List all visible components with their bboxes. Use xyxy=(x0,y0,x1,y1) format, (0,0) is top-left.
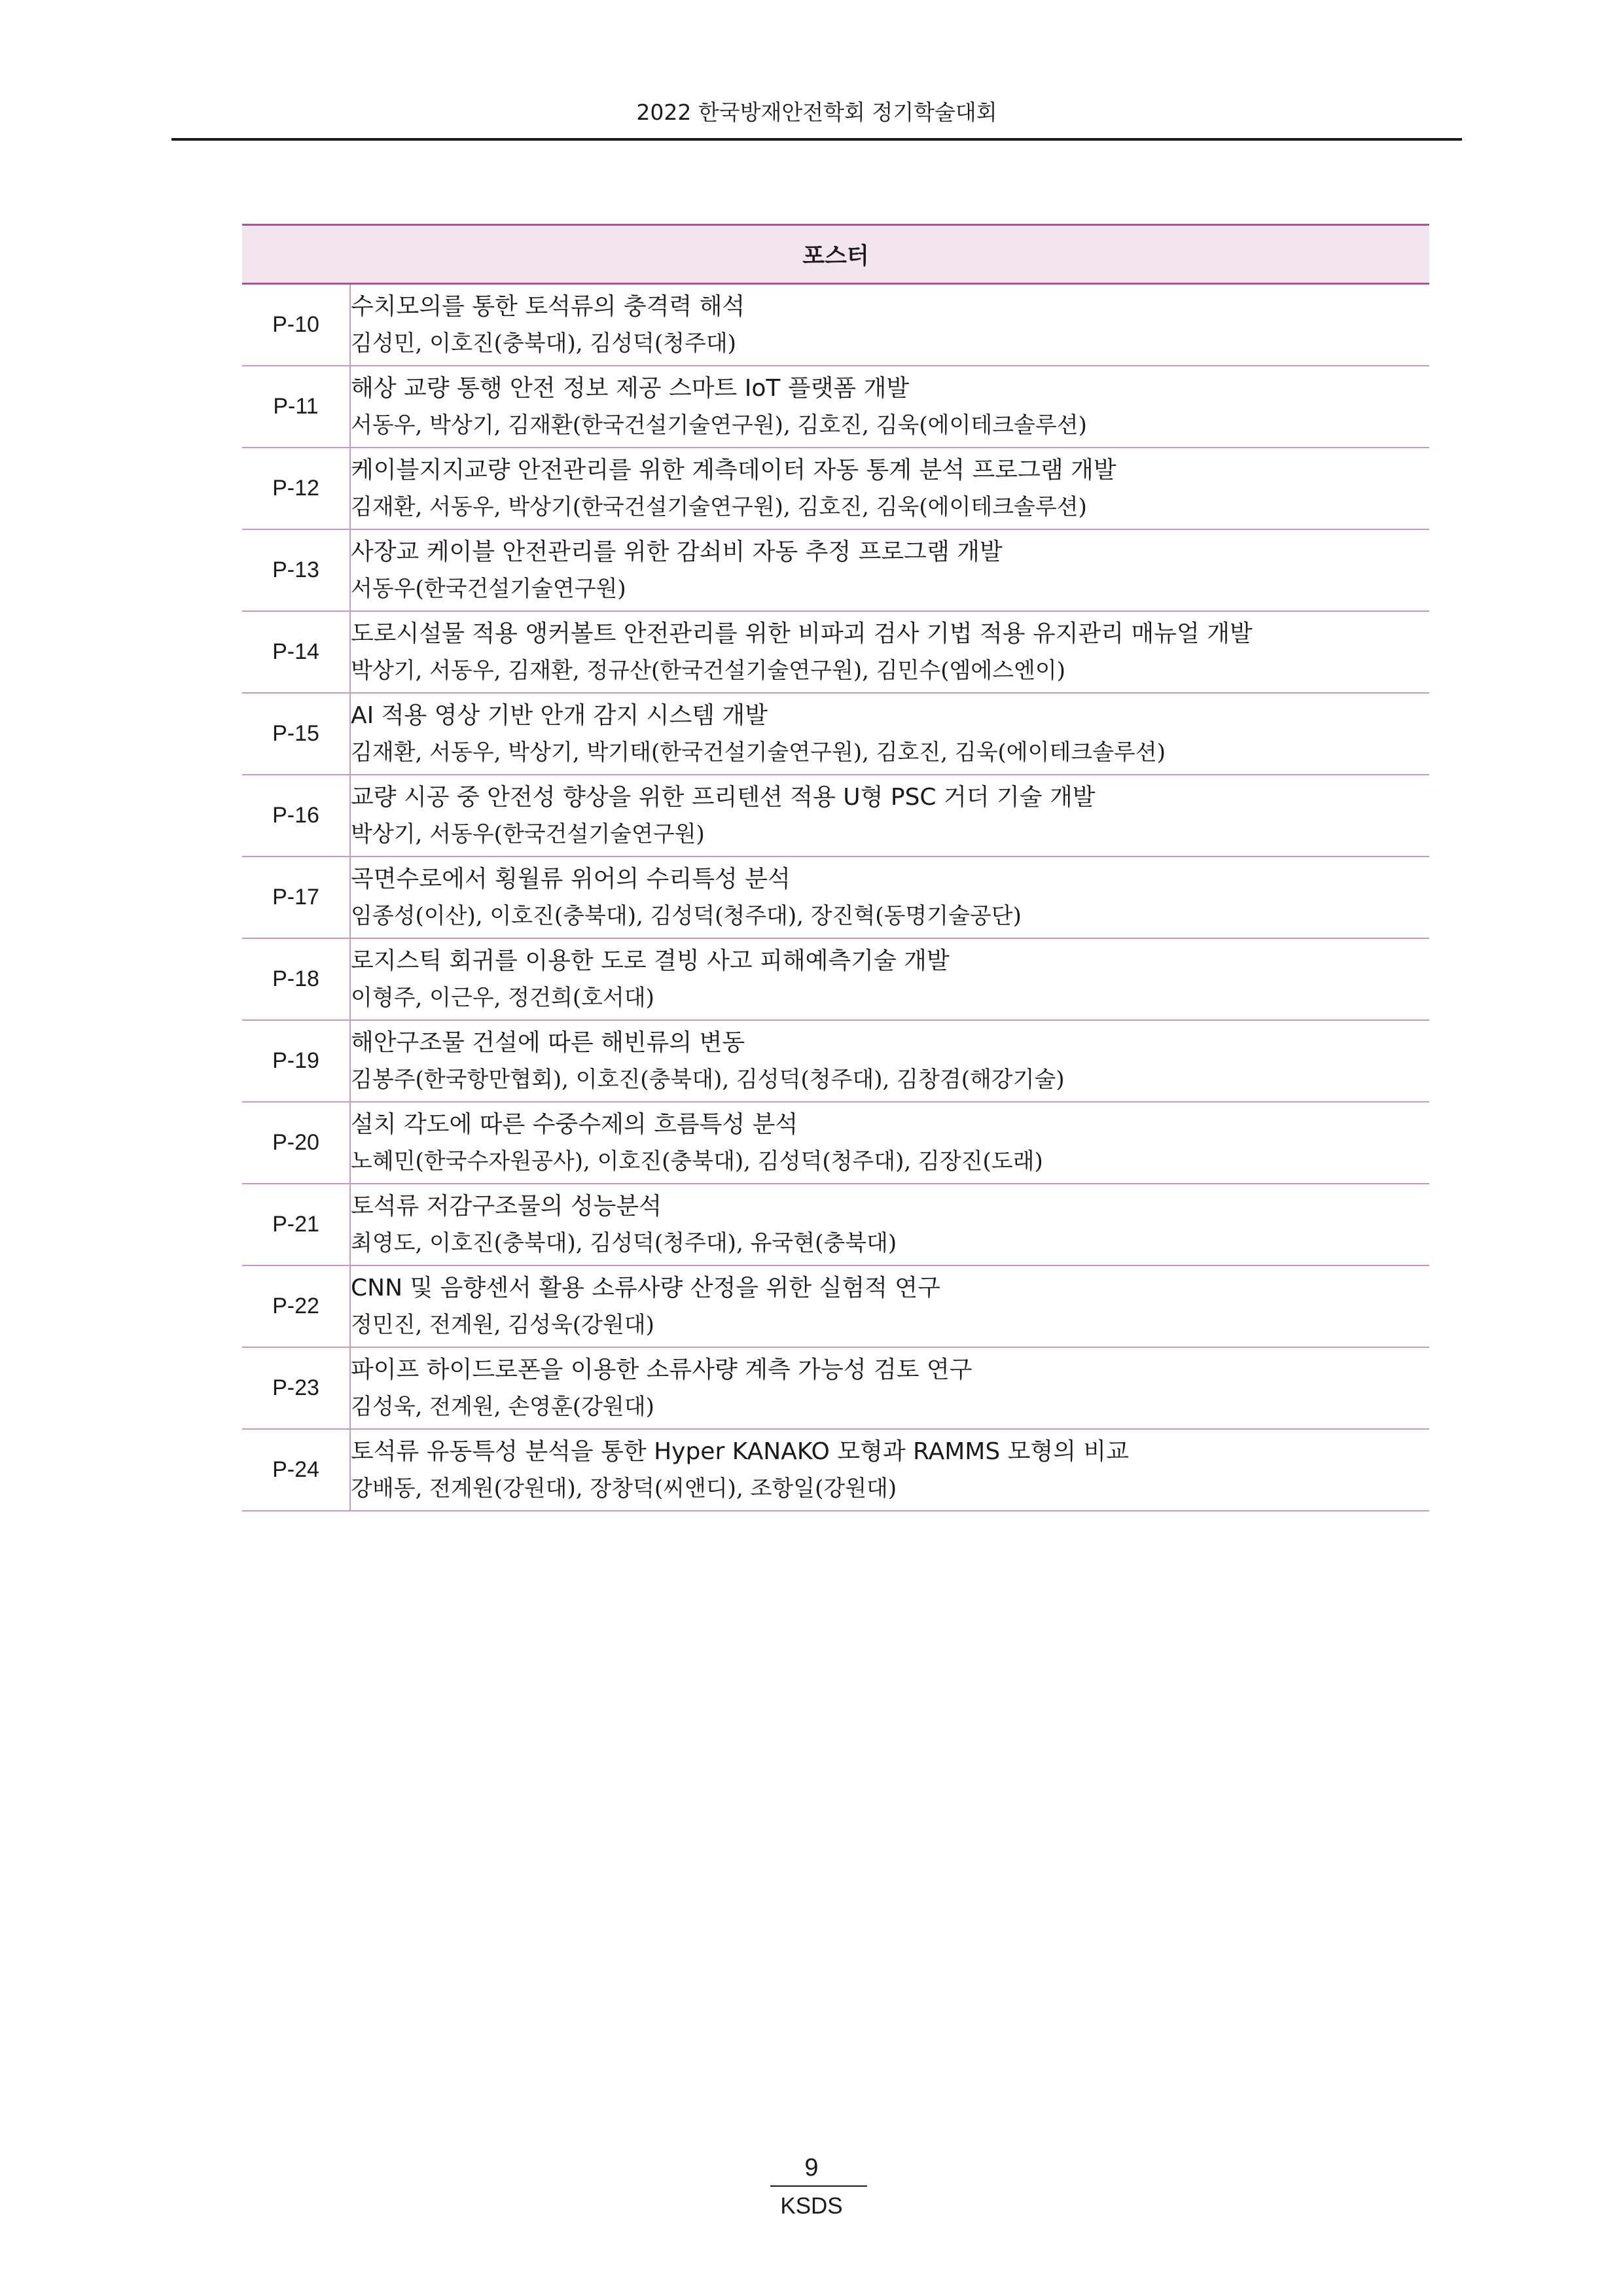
table-row xyxy=(242,693,1429,775)
table-row xyxy=(242,1265,1429,1347)
poster-entry xyxy=(350,1020,1429,1102)
poster-authors: 김봉주(한국항만협회), 이호진(충북대), 김성덕(청주대), 김창겸(해강기술) xyxy=(351,1066,1065,1093)
poster-code: P-10 xyxy=(242,284,350,366)
poster-code: P-21 xyxy=(242,1184,350,1265)
table-row xyxy=(242,938,1429,1020)
table-row xyxy=(242,1102,1429,1184)
poster-code: P-17 xyxy=(242,857,350,938)
table-row xyxy=(242,611,1429,693)
poster-code: P-20 xyxy=(242,1102,350,1184)
poster-title: 곡면수로에서 횡월류 위어의 수리특성 분석 xyxy=(351,865,791,892)
poster-title: 수치모의를 통한 토석류의 충격력 해석 xyxy=(351,292,745,320)
poster-authors: 노혜민(한국수자원공사), 이호진(충북대), 김성덕(청주대), 김장진(도래) xyxy=(351,1148,1043,1174)
table-row xyxy=(242,529,1429,611)
poster-session-table xyxy=(242,224,1429,1511)
poster-entry xyxy=(350,1347,1429,1429)
poster-authors: 서동우(한국건설기술연구원) xyxy=(351,575,626,602)
poster-title: 해상 교량 통행 안전 정보 제공 스마트 IoT 플랫폼 개발 xyxy=(351,374,910,402)
footer-organization: KSDS xyxy=(780,2193,843,2219)
poster-entry xyxy=(350,1265,1429,1347)
running-header: 2022 한국방재안전학회 정기학술대회 xyxy=(636,99,997,125)
poster-authors: 김재환, 서동우, 박상기, 박기태(한국건설기술연구원), 김호진, 김욱(에이테크솔루션) xyxy=(351,739,1166,766)
poster-title: 교량 시공 중 안전성 향상을 위한 프리텐션 적용 U형 PSC 거더 기술 개발 xyxy=(351,783,1096,811)
poster-code: P-15 xyxy=(242,693,350,775)
table-row xyxy=(242,1020,1429,1102)
poster-authors: 김재환, 서동우, 박상기(한국건설기술연구원), 김호진, 김욱(에이테크솔루션) xyxy=(351,493,1087,520)
poster-code: P-13 xyxy=(242,529,350,611)
poster-title: 도로시설물 적용 앵커볼트 안전관리를 위한 비파괴 검사 기법 적용 유지관리 매뉴얼 개발 xyxy=(351,620,1253,647)
poster-entry xyxy=(350,1102,1429,1184)
poster-code: P-11 xyxy=(242,366,350,448)
poster-title: 사장교 케이블 안전관리를 위한 감쇠비 자동 추정 프로그램 개발 xyxy=(351,538,1003,565)
poster-title: AI 적용 영상 기반 안개 감지 시스템 개발 xyxy=(351,701,768,729)
poster-code: P-19 xyxy=(242,1020,350,1102)
poster-authors: 정민진, 전계원, 김성욱(강원대) xyxy=(351,1311,654,1338)
header-rule xyxy=(171,138,1462,141)
poster-authors: 김성욱, 전계원, 손영훈(강원대) xyxy=(351,1393,654,1420)
table-row xyxy=(242,1184,1429,1265)
poster-entry xyxy=(350,284,1429,366)
poster-entry xyxy=(350,693,1429,775)
table-body xyxy=(242,284,1429,1511)
poster-entry xyxy=(350,938,1429,1020)
poster-title: 해안구조물 건설에 따른 해빈류의 변동 xyxy=(351,1029,745,1056)
poster-entry xyxy=(350,529,1429,611)
table-row xyxy=(242,857,1429,938)
page-number: 9 xyxy=(804,2154,819,2181)
poster-authors: 김성민, 이호진(충북대), 김성덕(청주대) xyxy=(351,330,736,357)
table-row xyxy=(242,284,1429,366)
poster-code: P-18 xyxy=(242,938,350,1020)
poster-entry xyxy=(350,1184,1429,1265)
poster-code: P-16 xyxy=(242,775,350,857)
table-row xyxy=(242,366,1429,448)
poster-code: P-22 xyxy=(242,1265,350,1347)
poster-authors: 서동우, 박상기, 김재환(한국건설기술연구원), 김호진, 김욱(에이테크솔루션) xyxy=(351,412,1087,438)
poster-entry xyxy=(350,611,1429,693)
table-row xyxy=(242,1347,1429,1429)
poster-authors: 강배동, 전계원(강원대), 장창덕(씨앤디), 조항일(강원대) xyxy=(351,1475,897,1502)
poster-title: 토석류 저감구조물의 성능분석 xyxy=(351,1192,662,1220)
table-header-row xyxy=(242,225,1429,284)
poster-authors: 최영도, 이호진(충북대), 김성덕(청주대), 유국현(충북대) xyxy=(351,1229,897,1256)
poster-entry xyxy=(350,448,1429,529)
table-row xyxy=(242,448,1429,529)
poster-title: 설치 각도에 따른 수중수제의 흐름특성 분석 xyxy=(351,1110,798,1138)
table-row xyxy=(242,1429,1429,1511)
session-heading: 포스터 xyxy=(242,225,1429,284)
poster-code: P-14 xyxy=(242,611,350,693)
poster-title: 토석류 유동특성 분석을 통한 Hyper KANAKO 모형과 RAMMS 모형의 비교 xyxy=(351,1438,1129,1465)
footer-rule xyxy=(770,2185,867,2187)
poster-code: P-24 xyxy=(242,1429,350,1511)
poster-title: 파이프 하이드로폰을 이용한 소류사량 계측 가능성 검토 연구 xyxy=(351,1356,972,1383)
poster-authors: 임종성(이산), 이호진(충북대), 김성덕(청주대), 장진혁(동명기술공단) xyxy=(351,902,1022,929)
poster-title: 로지스틱 회귀를 이용한 도로 결빙 사고 피해예측기술 개발 xyxy=(351,947,950,974)
table-row xyxy=(242,775,1429,857)
poster-title: CNN 및 음향센서 활용 소류사량 산정을 위한 실험적 연구 xyxy=(351,1274,940,1301)
poster-authors: 박상기, 서동우, 김재환, 정규산(한국건설기술연구원), 김민수(엠에스엔이) xyxy=(351,657,1065,684)
poster-authors: 이형주, 이근우, 정건희(호서대) xyxy=(351,984,654,1011)
poster-title: 케이블지지교량 안전관리를 위한 계측데이터 자동 통계 분석 프로그램 개발 xyxy=(351,456,1116,484)
poster-entry xyxy=(350,775,1429,857)
poster-entry xyxy=(350,1429,1429,1511)
poster-code: P-23 xyxy=(242,1347,350,1429)
poster-entry xyxy=(350,366,1429,448)
poster-code: P-12 xyxy=(242,448,350,529)
poster-entry xyxy=(350,857,1429,938)
poster-authors: 박상기, 서동우(한국건설기술연구원) xyxy=(351,821,705,847)
